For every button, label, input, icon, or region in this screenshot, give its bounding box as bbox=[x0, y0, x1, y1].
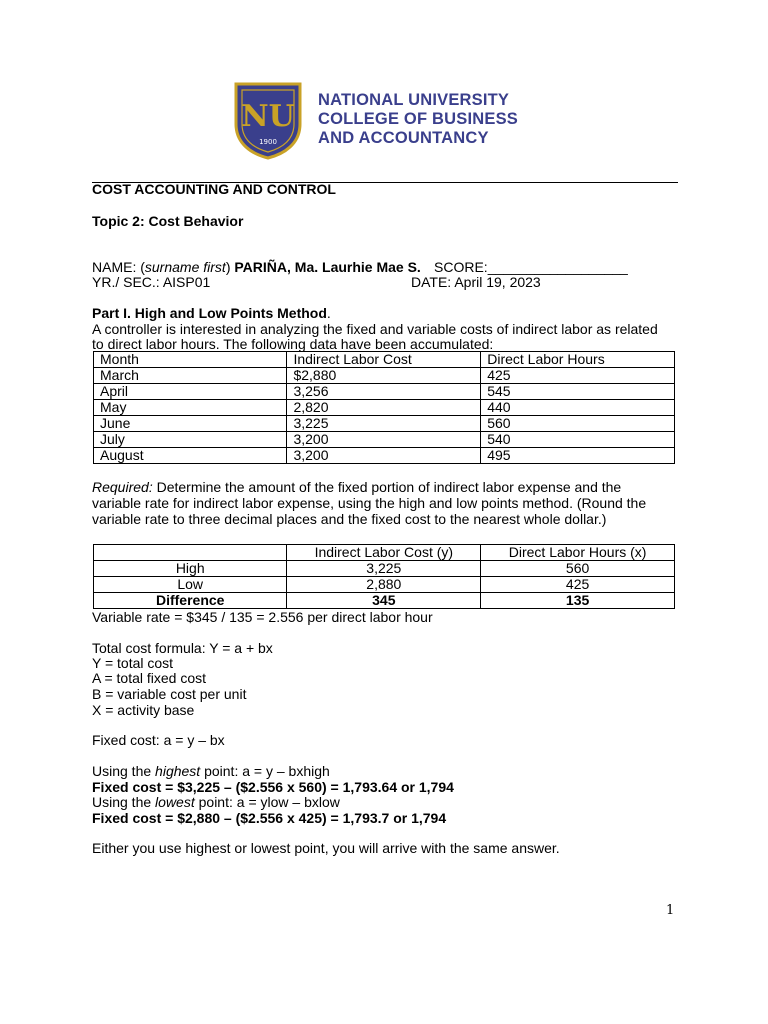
lowest-point-line bbox=[92, 794, 340, 810]
required-line1 bbox=[92, 479, 621, 495]
lowest-prefix: Using the bbox=[92, 794, 156, 810]
highest-prefix: Using the bbox=[92, 763, 156, 779]
table-row bbox=[94, 432, 675, 448]
required-line3: variable rate to three decimal places and the fixed cost to the nearest whole dollar.) bbox=[92, 511, 607, 527]
table-cell: 425 bbox=[481, 577, 675, 593]
required-line2: variable rate for indirect labor expense, using the high and low points method. (Round the bbox=[92, 495, 647, 511]
table-cell: April bbox=[94, 384, 287, 400]
definition-line: Y = total cost bbox=[92, 655, 174, 671]
header-cell: Indirect Labor Cost (y) bbox=[287, 545, 481, 561]
table-row bbox=[94, 384, 675, 400]
yrsec-value: AISP01 bbox=[162, 274, 211, 290]
table-header-row bbox=[94, 545, 675, 561]
table-row bbox=[94, 400, 675, 416]
svg-text:1900: 1900 bbox=[259, 138, 277, 146]
table-cell: 2,880 bbox=[287, 577, 481, 593]
table-cell: 135 bbox=[481, 593, 675, 609]
student-name: PARIÑA, Ma. Laurhie Mae S. bbox=[234, 259, 421, 275]
part1-intro-line2: to direct labor hours. The following data have been accumulated: bbox=[92, 336, 494, 352]
date-line bbox=[411, 274, 541, 290]
course-title: COST ACCOUNTING AND CONTROL bbox=[92, 181, 336, 197]
header-cell: Direct Labor Hours (x) bbox=[481, 545, 675, 561]
labor-data-table bbox=[93, 351, 675, 464]
total-cost-formula: Total cost formula: Y = a + bx bbox=[92, 640, 273, 656]
table-row bbox=[94, 448, 675, 464]
table-cell: 345 bbox=[287, 593, 481, 609]
header-cell: Direct Labor Hours bbox=[481, 352, 675, 368]
table-cell: 440 bbox=[481, 400, 675, 416]
institution-name-line2: COLLEGE OF BUSINESS bbox=[318, 110, 518, 128]
table-cell: $2,880 bbox=[287, 368, 481, 384]
highest-point-line bbox=[92, 763, 330, 779]
table-cell: 495 bbox=[481, 448, 675, 464]
table-cell: 545 bbox=[481, 384, 675, 400]
table-cell: 2,820 bbox=[287, 400, 481, 416]
lowest-suffix: point: a = ylow – bxlow bbox=[194, 794, 340, 810]
table-cell: July bbox=[94, 432, 287, 448]
table-cell: 3,200 bbox=[287, 448, 481, 464]
part1-heading-text: Part I. High and Low Points Method bbox=[92, 305, 327, 321]
table-row bbox=[94, 561, 675, 577]
fixed-cost-low: Fixed cost = $2,880 – ($2.556 x 425) = 1,793.7 or 1,794 bbox=[92, 810, 447, 826]
highest-suffix: point: a = y – bxhigh bbox=[200, 763, 330, 779]
table-header-row bbox=[94, 352, 675, 368]
name-hint: surname first bbox=[144, 259, 226, 275]
yrsec-label: YR./ SEC.: bbox=[92, 274, 160, 290]
institution-name-line1: NATIONAL UNIVERSITY bbox=[318, 91, 510, 109]
score-label: SCORE: bbox=[434, 259, 488, 275]
variable-rate-line: Variable rate = $345 / 135 = 2.556 per direct labor hour bbox=[92, 609, 433, 625]
table-cell: 3,225 bbox=[287, 561, 481, 577]
table-cell: March bbox=[94, 368, 287, 384]
table-row bbox=[94, 416, 675, 432]
definition-line: B = variable cost per unit bbox=[92, 686, 247, 702]
table-cell: 560 bbox=[481, 561, 675, 577]
name-label: NAME: ( bbox=[92, 259, 145, 275]
required-label: Required: bbox=[92, 479, 153, 495]
date-value: April 19, 2023 bbox=[454, 274, 541, 290]
conclusion-line: Either you use highest or lowest point, you will arrive with the same answer. bbox=[92, 840, 560, 856]
table-cell: 3,200 bbox=[287, 432, 481, 448]
topic-title: Topic 2: Cost Behavior bbox=[92, 213, 244, 229]
svg-text:NU: NU bbox=[241, 99, 295, 134]
definition-line: X = activity base bbox=[92, 702, 195, 718]
page-number: 1 bbox=[666, 903, 675, 918]
date-label: DATE: bbox=[411, 274, 452, 290]
table-cell: Difference bbox=[94, 593, 287, 609]
lowest-word: lowest bbox=[155, 794, 195, 810]
fixed-cost-formula: Fixed cost: a = y – bx bbox=[92, 732, 225, 748]
header-cell: Indirect Labor Cost bbox=[287, 352, 481, 368]
table-cell: 3,256 bbox=[287, 384, 481, 400]
table-cell: 560 bbox=[481, 416, 675, 432]
required-text: Determine the amount of the fixed portion of indirect labor expense and the bbox=[152, 479, 622, 495]
table-cell: 425 bbox=[481, 368, 675, 384]
table-cell: August bbox=[94, 448, 287, 464]
high-low-table bbox=[93, 544, 675, 609]
part1-intro-line1: A controller is interested in analyzing the fixed and variable costs of indirect labor as related bbox=[92, 321, 658, 337]
student-name-line bbox=[92, 259, 421, 275]
fixed-cost-high: Fixed cost = $3,225 – ($2.556 x 560) = 1,793.64 or 1,794 bbox=[92, 779, 454, 795]
part1-heading-period: . bbox=[326, 305, 331, 321]
definition-line: A = total fixed cost bbox=[92, 670, 207, 686]
difference-row bbox=[94, 593, 675, 609]
table-row bbox=[94, 577, 675, 593]
header-cell: Month bbox=[94, 352, 287, 368]
header-cell bbox=[94, 545, 287, 561]
table-cell: Low bbox=[94, 577, 287, 593]
score-blank: __________________ bbox=[487, 259, 628, 275]
table-row bbox=[94, 368, 675, 384]
highest-word: highest bbox=[155, 763, 201, 779]
university-logo bbox=[232, 80, 304, 160]
institution-name-line3: AND ACCOUNTANCY bbox=[318, 129, 489, 147]
yrsec-line bbox=[92, 274, 210, 290]
part1-heading bbox=[92, 305, 331, 321]
score-line bbox=[434, 259, 628, 275]
table-cell: High bbox=[94, 561, 287, 577]
name-close: ) bbox=[225, 259, 235, 275]
table-cell: June bbox=[94, 416, 287, 432]
table-cell: May bbox=[94, 400, 287, 416]
table-cell: 540 bbox=[481, 432, 675, 448]
table-cell: 3,225 bbox=[287, 416, 481, 432]
